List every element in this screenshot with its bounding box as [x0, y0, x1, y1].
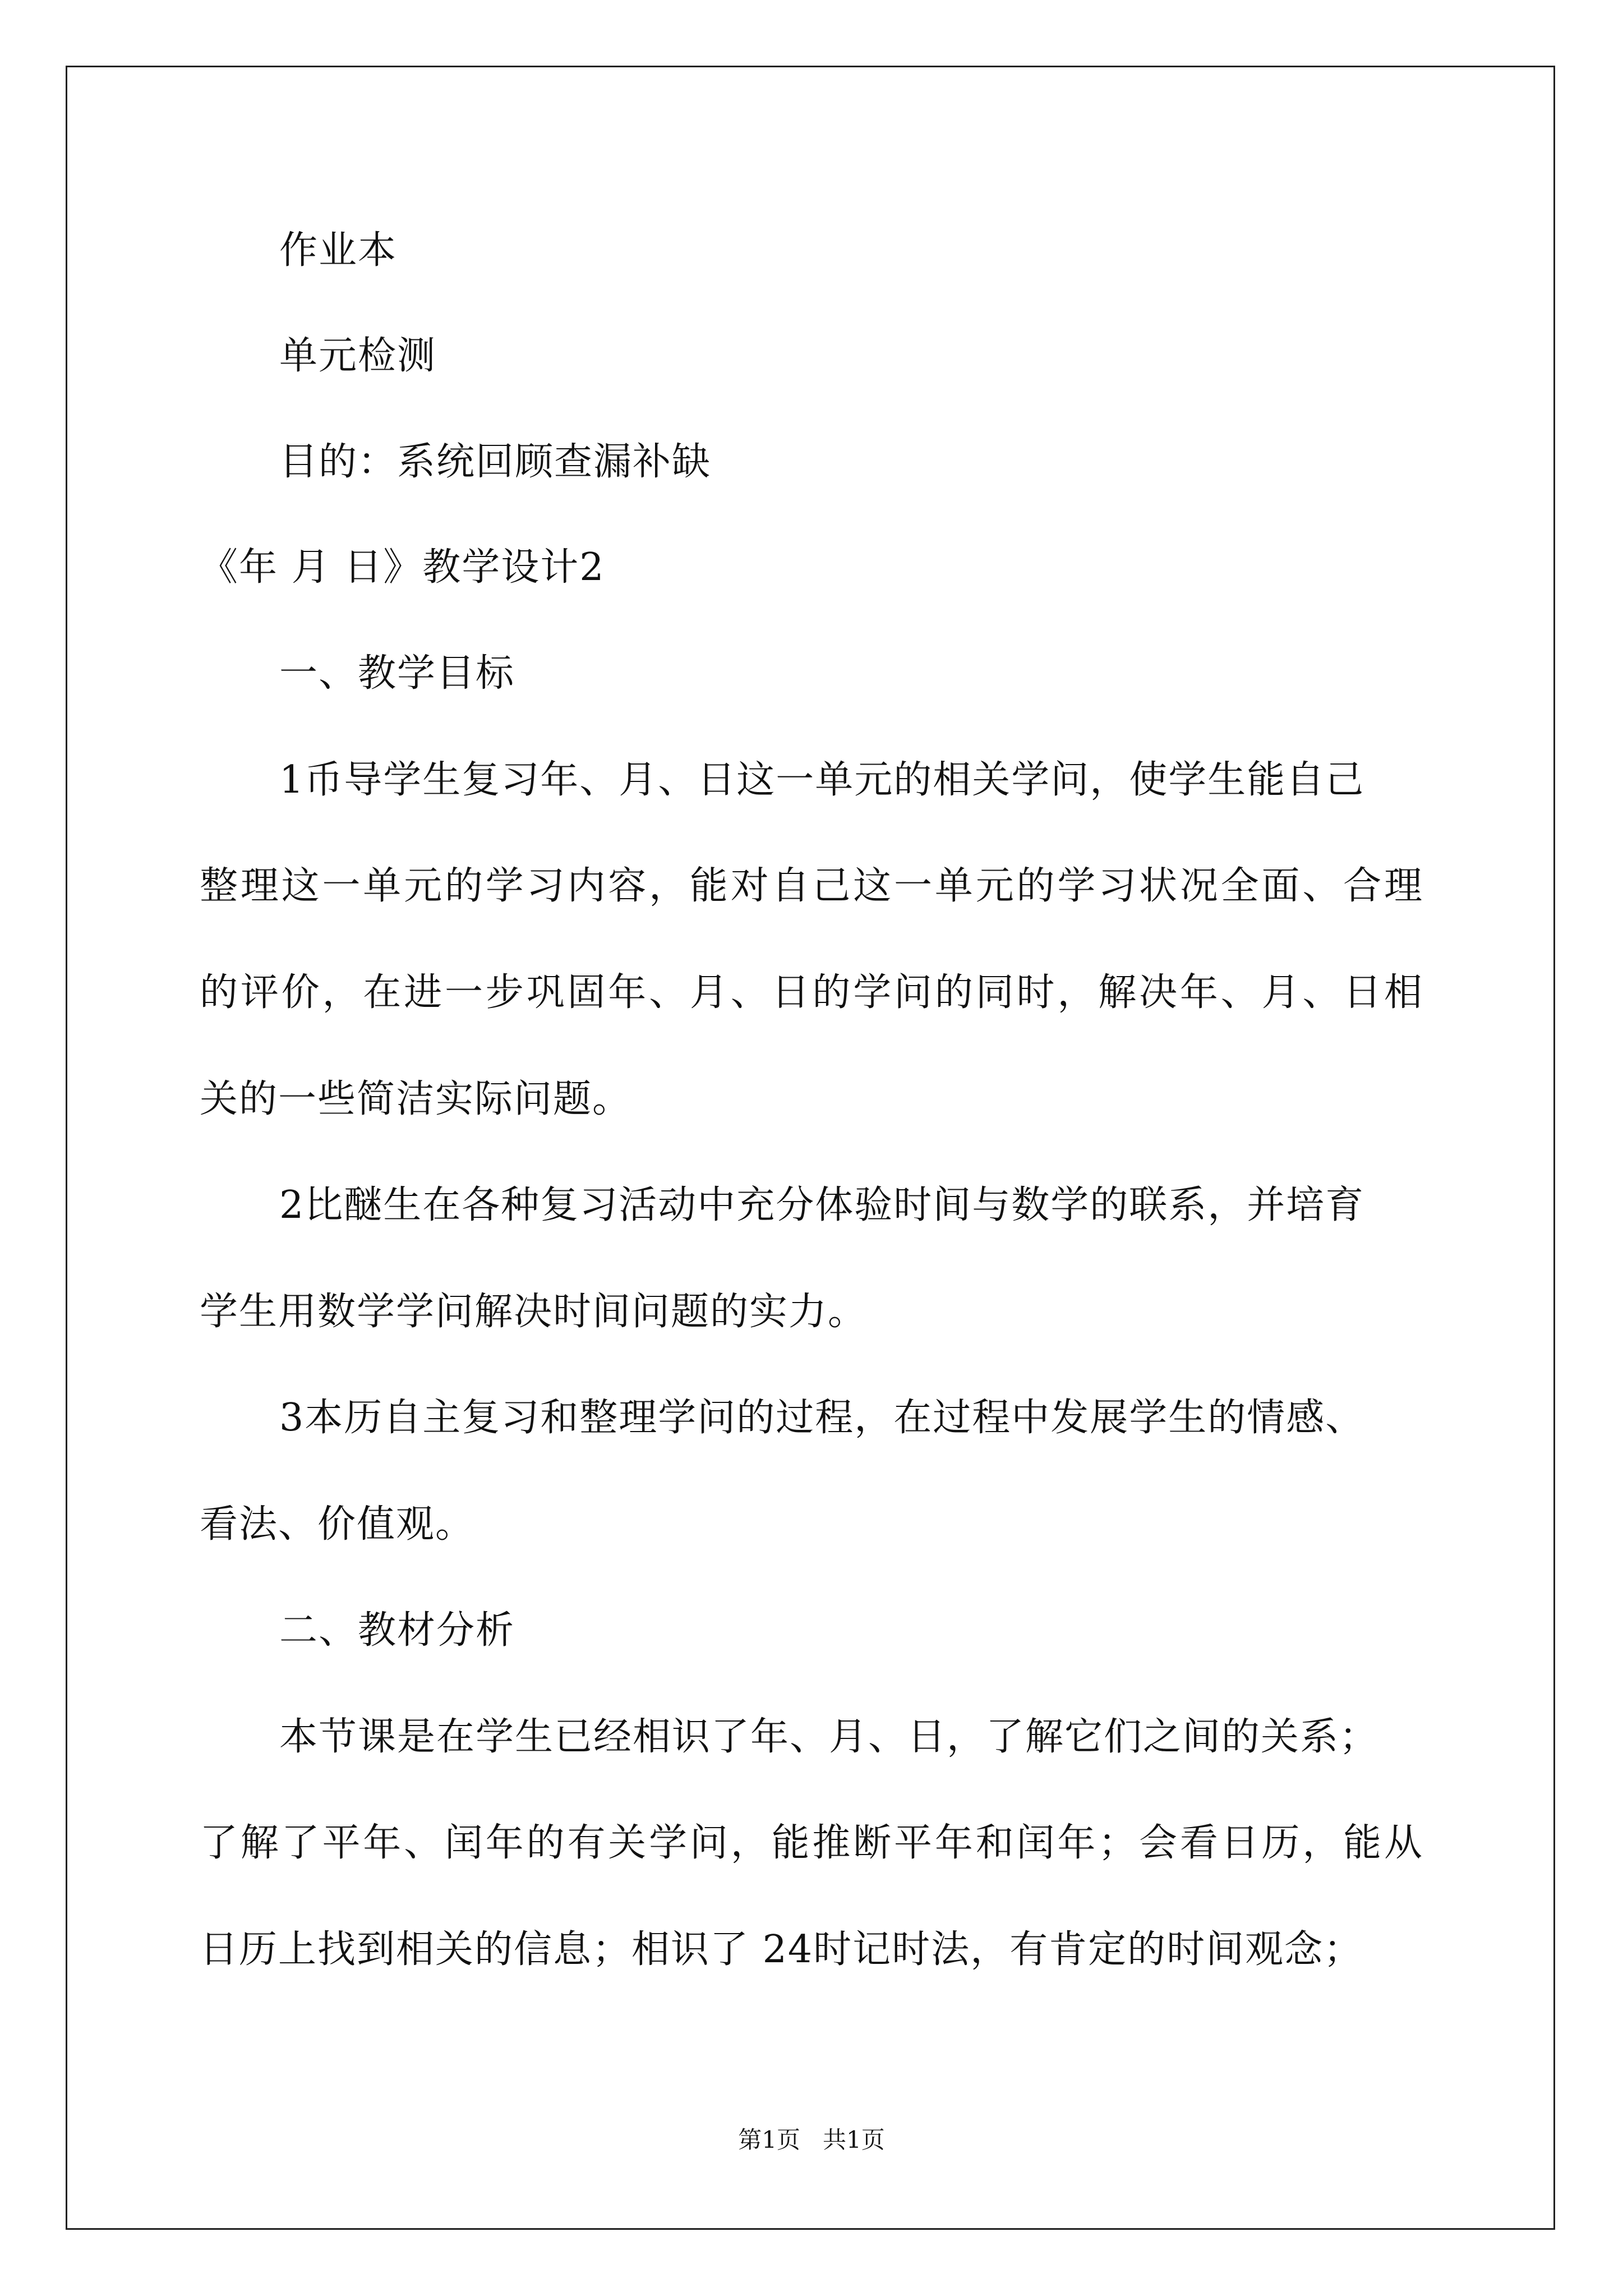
paragraph-line: 1币导学生复习年、月、日这一单元的相关学问，使学生能自己: [279, 758, 1365, 802]
paragraph-line: 日历上找到相关的信息；相识了 24时记时法，有肯定的时间观念；: [200, 1927, 1363, 1972]
section-title: 《年 月 日》教学设计2: [200, 545, 605, 590]
heading-teaching-goals: 一、教学目标: [279, 651, 515, 696]
paragraph-line: 关的一些简洁实际问题。: [200, 1077, 632, 1121]
page-footer: 第1页 共1页: [738, 2126, 885, 2154]
heading-material-analysis: 二、教材分析: [279, 1608, 515, 1653]
paragraph-line: 学生用数学学问解决时间问题的实力。: [200, 1290, 868, 1334]
paragraph-line: 3本历自主复习和整理学问的过程，在过程中发展学生的情感、: [279, 1396, 1365, 1440]
paragraph-line: 本节课是在学生已经相识了年、月、日，了解它们之间的关系；: [279, 1715, 1379, 1759]
paragraph-line: 了解了平年、闰年的有关学问，能推断平年和闰年；会看日历，能从: [200, 1821, 1423, 1865]
text-line-homework: 作业本: [279, 228, 398, 273]
paragraph-line: 的评价，在进一步巩固年、月、日的学问的同时，解决年、月、日相: [200, 970, 1423, 1015]
page-border: [66, 66, 1555, 2230]
text-line-purpose: 目的：系统回顾查漏补缺: [279, 440, 712, 484]
paragraph-line: 看法、价值观。: [200, 1502, 475, 1547]
paragraph-line: 2比醚生在各种复习活动中充分体验时间与数学的联系，并培育: [279, 1183, 1365, 1227]
paragraph-line: 整理这一单元的学习内容，能对自己这一单元的学习状况全面、合理: [200, 864, 1423, 908]
text-line-unit-test: 单元检测: [279, 334, 437, 378]
